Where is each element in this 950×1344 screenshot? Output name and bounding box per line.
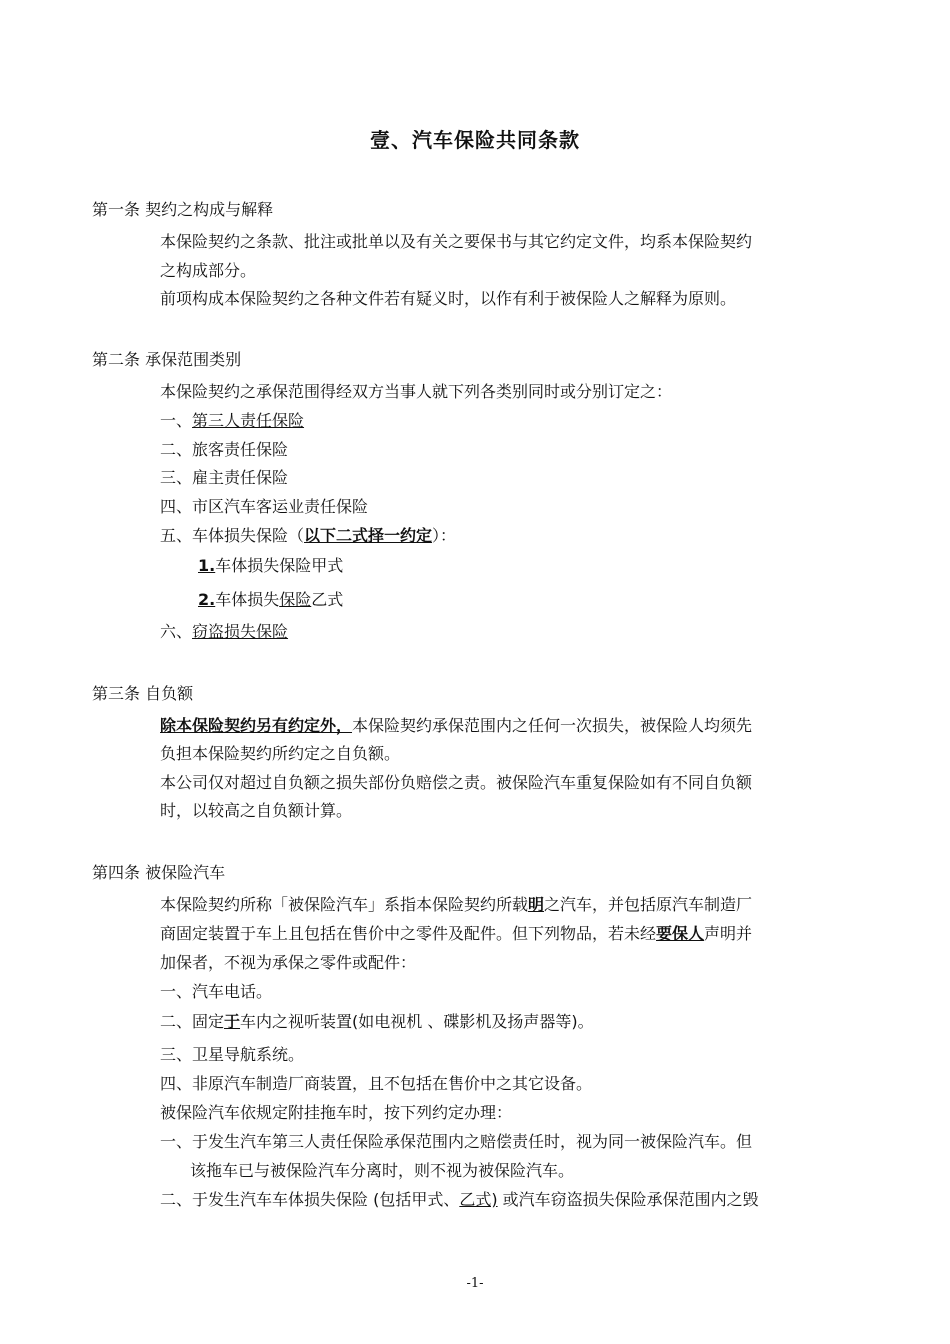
item-bold-note: 以下二式择一约定 xyxy=(304,526,433,545)
coverage-item-1 xyxy=(160,411,304,431)
excluded-item-1: 一、汽车电话。 xyxy=(160,982,273,1001)
trailer-item-2-line-1 xyxy=(160,1190,759,1210)
text: 本保险契约所称「被保险汽车」系指本保险契约所载 xyxy=(160,895,529,914)
sub-item-number: 1. xyxy=(198,556,216,575)
item-prefix: 六、 xyxy=(160,622,193,641)
article-3-para-2-line-2: 时，以较高之自负额计算。 xyxy=(160,801,353,820)
item-prefix: 五、车体损失保险（ xyxy=(160,526,305,545)
sub-item-underlined: 保险 xyxy=(279,590,312,609)
bold-text: 要保人 xyxy=(656,924,705,943)
text: 本保险契约承保范围内之任何一次损失，被保险人均须先 xyxy=(352,716,753,735)
text-end: 声明并 xyxy=(704,924,753,943)
article-4-para-2: 被保险汽车依规定附挂拖车时，按下列约定办理： xyxy=(160,1103,513,1122)
text: 二、固定 xyxy=(160,1012,225,1031)
item-suffix: ）： xyxy=(432,526,457,545)
sub-item-text: 车体损失 xyxy=(215,590,280,609)
excluded-item-2 xyxy=(160,1012,594,1032)
sub-item-number: 2. xyxy=(198,590,216,609)
coverage-sub-item-1 xyxy=(198,556,343,576)
coverage-item-6 xyxy=(160,622,288,642)
trailer-item-1-line-1: 一、于发生汽车第三人责任保险承保范围内之赔偿责任时，视为同一被保险汽车。但 xyxy=(160,1132,753,1151)
coverage-item-3: 三、雇主责任保险 xyxy=(160,468,289,487)
article-3-para-1-line-1 xyxy=(160,716,752,736)
article-4-para-1-line-2 xyxy=(160,924,752,944)
article-3-para-1-line-2: 负担本保险契约所约定之自负额。 xyxy=(160,744,401,763)
text-end: 车内之视听装置(如电视机 、碟影机及扬声器等)。 xyxy=(240,1012,594,1031)
excluded-item-3: 三、卫星导航系统。 xyxy=(160,1045,305,1064)
article-1-para-1-line-2: 之构成部分。 xyxy=(160,261,257,280)
underlined-text: 乙式) xyxy=(459,1190,498,1209)
article-4-heading: 第四条 被保险汽车 xyxy=(92,863,226,882)
text-end: 之汽车，并包括原汽车制造厂 xyxy=(544,895,753,914)
text-end: 或汽车窃盗损失保险承保范围内之毁 xyxy=(497,1190,759,1209)
article-4-para-1-line-1 xyxy=(160,895,752,915)
bold-text: 于 xyxy=(224,1012,241,1031)
article-2-heading: 第二条 承保范围类别 xyxy=(92,350,242,369)
article-4-para-1-line-3: 加保者，不视为承保之零件或配件： xyxy=(160,953,417,972)
page-title: 壹、汽车保险共同条款 xyxy=(370,128,580,152)
page-number: -1- xyxy=(466,1276,484,1291)
item-text: 窃盗损失保险 xyxy=(192,622,289,641)
article-1-para-2: 前项构成本保险契约之各种文件若有疑义时，以作有利于被保险人之解释为原则。 xyxy=(160,289,737,308)
sub-item-text-end: 乙式 xyxy=(311,590,344,609)
item-text: 第三人责任保险 xyxy=(192,411,305,430)
bold-text: 明 xyxy=(528,895,545,914)
article-1-heading: 第一条 契约之构成与解释 xyxy=(92,200,274,219)
coverage-item-5 xyxy=(160,526,456,546)
article-3-para-2-line-1: 本公司仅对超过自负额之损失部份负赔偿之责。被保险汽车重复保险如有不同自负额 xyxy=(160,773,753,792)
text: 二、于发生汽车车体损失保险 (包括甲式、 xyxy=(160,1190,460,1209)
coverage-sub-item-2 xyxy=(198,590,343,610)
coverage-item-2: 二、旅客责任保险 xyxy=(160,440,289,459)
excluded-item-4: 四、非原汽车制造厂商装置，且不包括在售价中之其它设备。 xyxy=(160,1074,593,1093)
coverage-item-4: 四、市区汽车客运业责任保险 xyxy=(160,497,369,516)
article-3-heading: 第三条 自负额 xyxy=(92,684,194,703)
text: 商固定装置于车上且包括在售价中之零件及配件。但下列物品，若未经 xyxy=(160,924,657,943)
bold-clause: 除本保险契约另有约定外， xyxy=(160,716,353,735)
sub-item-text: 车体损失保险甲式 xyxy=(215,556,344,575)
item-prefix: 一、 xyxy=(160,411,193,430)
article-1-para-1-line-1: 本保险契约之条款、批注或批单以及有关之要保书与其它约定文件，均系本保险契约 xyxy=(160,232,753,251)
article-2-intro: 本保险契约之承保范围得经双方当事人就下列各类别同时或分别订定之： xyxy=(160,382,673,401)
trailer-item-1-line-2: 该拖车已与被保险汽车分离时，则不视为被保险汽车。 xyxy=(190,1161,575,1180)
